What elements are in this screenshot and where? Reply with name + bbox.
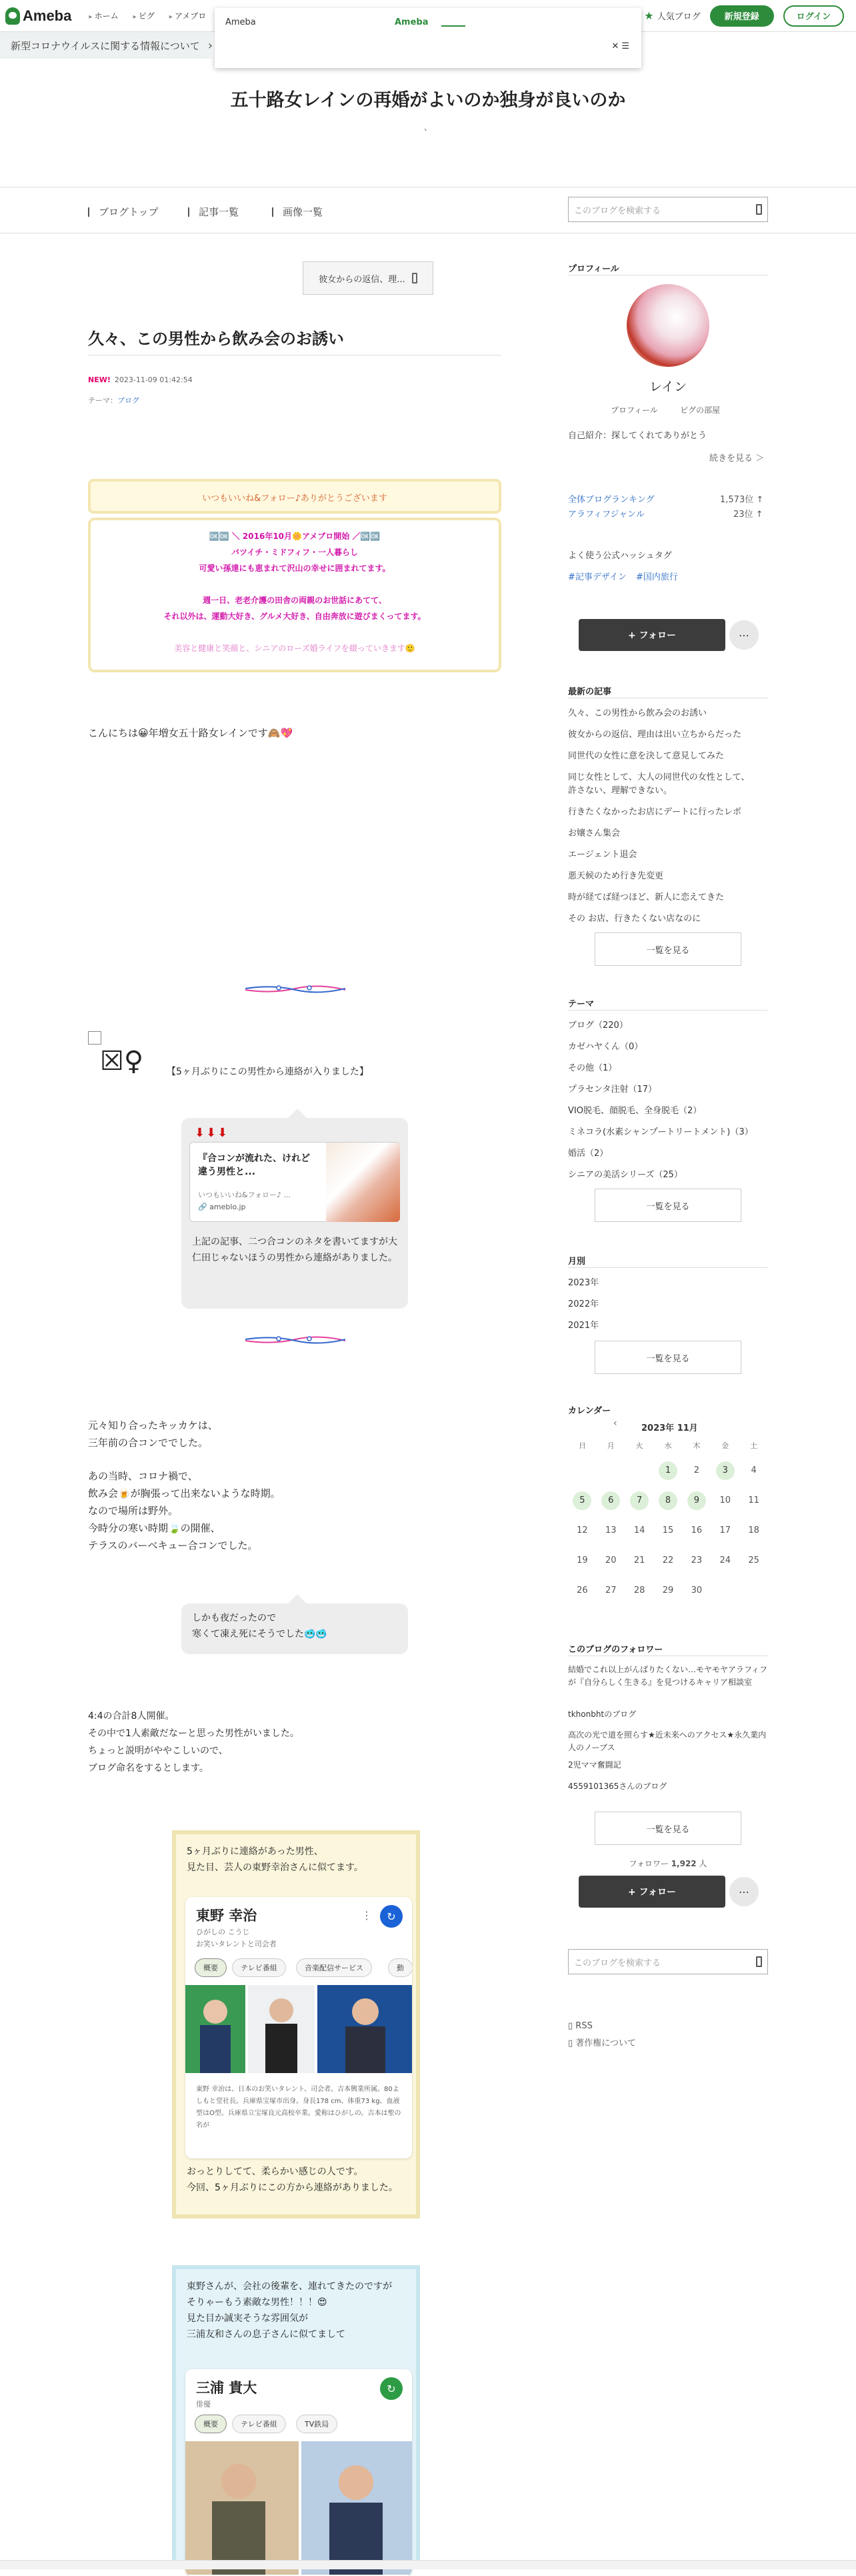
notice-text: 【5ヶ月ぶりにこの男性から連絡が入りました】 bbox=[167, 1067, 369, 1077]
ranking-overall-link[interactable]: 全体ブログランキング bbox=[568, 495, 655, 505]
calendar-day[interactable] bbox=[654, 1491, 683, 1510]
calendar-day: 21 bbox=[633, 1555, 645, 1565]
recent-entry-link[interactable]: 久々、この男性から飲み会のお誘い bbox=[568, 708, 707, 718]
knowledge-panel bbox=[185, 1897, 412, 2158]
follower-link[interactable]: 結婚でこれ以上がんばりたくない…モヤモヤアラフィフが『自分らしく生きる』を見つけるキャリア相談室 bbox=[568, 1665, 768, 1687]
ad-popup-underline bbox=[441, 25, 465, 27]
kp-photos bbox=[185, 2441, 412, 2575]
kp-chip[interactable]: 動 bbox=[388, 1958, 412, 1977]
card-intro: 東野さんが、会社の後輩を、連れてきたのですが そりゃーもう素敵な男性！！！😍 見た目か誠実そうな雰囲気が 三浦友和さんの息子さんに似てまして bbox=[187, 2281, 392, 2340]
calendar-day: 16 bbox=[691, 1525, 703, 1535]
rss-icon: ▯ bbox=[568, 2021, 573, 2031]
calendar-day: 28 bbox=[633, 1585, 645, 1595]
theme-link[interactable]: VIO脱毛、顔脱毛、全身脱毛（2） bbox=[568, 1106, 702, 1116]
kp-name: 三浦 貴大 bbox=[196, 2380, 257, 2396]
calendar-weekday: 月 bbox=[607, 1441, 615, 1450]
ranking-genre-value: 23位 ↑ bbox=[733, 510, 763, 520]
calendar-weekday: 金 bbox=[721, 1441, 729, 1450]
sidebar-search-input[interactable]: このブログを検索する bbox=[568, 1949, 768, 1974]
kp-chip[interactable]: TV鉄局 bbox=[296, 2415, 337, 2433]
theme-see-all-button[interactable]: 一覧を見る bbox=[595, 1189, 741, 1222]
article-title-rule bbox=[88, 355, 501, 356]
blog-link-card[interactable] bbox=[189, 1142, 400, 1222]
calendar-day: 11 bbox=[748, 1495, 759, 1505]
image-list-icon bbox=[272, 207, 277, 217]
more-options-button[interactable]: ⋯ bbox=[729, 620, 759, 650]
global-nav-home[interactable]: ▸ ホーム bbox=[89, 10, 118, 21]
global-nav-ameblo[interactable]: ▸ アメブロ bbox=[169, 10, 206, 21]
kp-name: 東野 幸治 bbox=[196, 1908, 257, 1924]
profile-name[interactable]: レイン bbox=[649, 380, 687, 394]
link-card-title: 『合コンが流れた、けれど違う男性と... bbox=[198, 1153, 310, 1177]
link-card-thumbnail bbox=[326, 1143, 400, 1222]
theme-link[interactable]: その他（1） bbox=[568, 1063, 617, 1073]
month-see-all-button[interactable]: 一覧を見る bbox=[595, 1341, 741, 1374]
blog-nav-top[interactable]: ブログトップ bbox=[88, 205, 159, 219]
ranking-genre-link[interactable]: アラフィフジャンル bbox=[568, 510, 645, 520]
popular-blog-link[interactable]: ★ 人気ブログ bbox=[644, 9, 701, 22]
kp-role: 俳優 bbox=[196, 2400, 211, 2409]
calendar-day: 24 bbox=[719, 1555, 731, 1565]
profile-line: 可愛い孫達にも恵まれて沢山の幸せに囲まれてます。 bbox=[199, 564, 391, 573]
blog-title[interactable]: 五十路女レインの再婚がよいのか独身が良いのか bbox=[230, 90, 626, 111]
kp-ruby: ひがしの こうじ bbox=[196, 1928, 250, 1936]
calendar-heading: カレンダー bbox=[568, 1406, 611, 1416]
calendar-day: 2 bbox=[693, 1465, 699, 1475]
calendar-day: 18 bbox=[748, 1525, 759, 1535]
follower-link[interactable]: tkhonbhtのブログ bbox=[568, 1710, 637, 1719]
blog-top-icon bbox=[88, 207, 93, 217]
profile-intro-box bbox=[88, 518, 501, 672]
thanks-banner: いつもいいね&フォロー♪ありがとうございます bbox=[88, 479, 501, 514]
login-button[interactable]: ログイン bbox=[783, 5, 844, 27]
theme-link[interactable]: 婚活（2） bbox=[568, 1149, 609, 1159]
calendar-body bbox=[568, 1455, 768, 1605]
calendar-weekday: 木 bbox=[693, 1441, 701, 1450]
bubble-text: しかも夜だったので 寒くて凍え死にそうでした🥶🥶 bbox=[192, 1613, 327, 1640]
new-badge: NEW! bbox=[88, 376, 111, 384]
card-outro: おっとりしてて、柔らかい感じの人です。 今回、5ヶ月ぶりにこの方から連絡がありました。 bbox=[187, 2166, 398, 2193]
calendar-week bbox=[568, 1575, 768, 1605]
calendar-day[interactable] bbox=[711, 1461, 739, 1480]
theme-link[interactable]: シニアの美活シリーズ（25） bbox=[568, 1170, 683, 1180]
month-link[interactable]: 2021年 bbox=[568, 1321, 599, 1331]
month-heading: 月別 bbox=[568, 1257, 586, 1267]
blog-search-input[interactable]: このブログを検索する bbox=[568, 197, 768, 222]
article-paragraph: あの当時、コロナ禍で、 飲み会🍺が胸張って出来ないような時期。 なので場所は野外。 今時分の寒い時期🍃の開催、 テラスのバーベキュー合コンでした。 bbox=[88, 1470, 281, 1551]
article-paragraph: 元々知り合ったキッカケは、 三年前の合コンででした。 bbox=[88, 1419, 218, 1449]
rss-link[interactable]: ▯ RSS bbox=[568, 2021, 593, 2031]
chevron-right-icon: › bbox=[207, 38, 213, 53]
article-title[interactable]: 久々、この男性から飲み会のお誘い bbox=[88, 330, 344, 348]
calendar-day: 29 bbox=[662, 1585, 674, 1595]
recent-entry-link[interactable]: 彼女からの返信、理由は出い立ちからだった bbox=[568, 730, 742, 740]
broken-image-icon bbox=[88, 1031, 101, 1045]
bubble-text: 上記の記事、二つ合コンのネタを書いてますが大仁田じゃないほうの男性から連絡がありました。 bbox=[192, 1237, 397, 1263]
profile-intro: 自己紹介：探してくれてありがとう bbox=[568, 431, 707, 441]
calendar-day: 25 bbox=[748, 1555, 759, 1565]
calendar-day: 10 bbox=[719, 1495, 731, 1505]
link-card-domain: 🔗 ameblo.jp bbox=[198, 1203, 246, 1211]
calendar-day: 17 bbox=[719, 1525, 731, 1535]
profile-line: 🆗🆗 ＼ 2016年10月🌼アメブロ開始 ／🆗🆗 bbox=[209, 532, 381, 541]
calendar-day-posted[interactable]: 5 bbox=[573, 1491, 591, 1510]
recent-entry-link[interactable]: 行きたくなかったお店にデートに行ったレポ bbox=[568, 807, 742, 817]
follower-link[interactable]: 4559101365さんのブログ bbox=[568, 1782, 667, 1791]
recent-see-all-button[interactable]: 一覧を見る bbox=[595, 932, 741, 966]
calendar-weekday: 火 bbox=[635, 1441, 643, 1450]
calendar-day[interactable] bbox=[682, 1491, 711, 1510]
month-link[interactable]: 2023年 bbox=[568, 1278, 599, 1288]
follow-button-bottom[interactable]: + フォロー bbox=[579, 1876, 725, 1908]
theme-link[interactable]: プラセンタ注射（17） bbox=[568, 1085, 657, 1095]
share-icon[interactable]: ↻ bbox=[380, 1905, 403, 1928]
blog-nav-images[interactable]: 画像一覧 bbox=[272, 205, 323, 219]
global-nav bbox=[89, 10, 206, 21]
pigg-room-link[interactable]: ピグの部屋 bbox=[680, 406, 721, 415]
follower-link[interactable]: 高次の光で道を照らす★近未来へのアクセス★永久業内人のノーブス bbox=[568, 1730, 767, 1752]
profile-more-link[interactable]: 続きを見る ＞ bbox=[709, 454, 765, 464]
ameba-logo[interactable] bbox=[5, 7, 71, 25]
calendar-day: 19 bbox=[577, 1555, 588, 1565]
calendar-day-posted[interactable]: 6 bbox=[601, 1491, 620, 1510]
kp-chip[interactable]: 概要 bbox=[195, 2415, 227, 2433]
blog-nav bbox=[0, 187, 856, 233]
calendar-day[interactable] bbox=[597, 1491, 625, 1510]
calendar-week bbox=[568, 1455, 768, 1485]
kp-chip[interactable]: 音楽配信サービス bbox=[296, 1958, 372, 1977]
ameba-logo-text: Ameba bbox=[23, 7, 72, 24]
calendar-day: 22 bbox=[662, 1555, 674, 1565]
star-icon: ★ bbox=[644, 9, 654, 22]
calendar-day: 23 bbox=[691, 1555, 703, 1565]
hashtag-heading: よく使う公式ハッシュタグ bbox=[568, 551, 672, 561]
blog-subtitle: 、 bbox=[423, 123, 432, 132]
recent-entry-link[interactable]: 同世代の女性に意を決して意見してみた bbox=[568, 751, 725, 761]
ad-popup-close-button[interactable]: ✕ ☰ bbox=[611, 41, 629, 51]
kp-chip[interactable]: 概要 bbox=[195, 1958, 227, 1977]
calendar-day-posted[interactable]: 7 bbox=[630, 1491, 649, 1510]
ameba-logo-icon bbox=[5, 7, 20, 25]
calendar-day[interactable] bbox=[654, 1461, 683, 1480]
calendar-day-posted[interactable]: 1 bbox=[659, 1461, 677, 1480]
theme-heading: テーマ bbox=[568, 999, 595, 1009]
calendar-weekday: 水 bbox=[664, 1441, 672, 1450]
footer-bar bbox=[0, 2560, 856, 2569]
recent-entry-link[interactable]: エージェント退会 bbox=[568, 850, 637, 860]
profile-line: バツイチ・ミドフィフ・一人暮らし bbox=[231, 548, 359, 557]
quote-card-blue bbox=[172, 2265, 420, 2569]
calendar-day: 15 bbox=[662, 1525, 674, 1535]
arrow-icon bbox=[412, 273, 417, 283]
more-options-icon[interactable]: ⋮ bbox=[361, 1909, 372, 1922]
signup-button[interactable]: 新規登録 bbox=[710, 5, 774, 27]
followers-see-all-button[interactable]: 一覧を見る bbox=[595, 1812, 741, 1845]
ad-popup-left-text: Ameba bbox=[225, 17, 256, 27]
search-icon[interactable] bbox=[756, 204, 762, 215]
profile-link[interactable]: プロフィール bbox=[611, 406, 658, 415]
calendar-day: 27 bbox=[605, 1585, 617, 1595]
copyright-link[interactable]: ▯ 著作権について bbox=[568, 2038, 637, 2048]
calendar-day-posted[interactable]: 3 bbox=[716, 1461, 735, 1480]
article-paragraph: 4:4の合計8人開催。 その中で1人素敵だなーと思った男性がいました。 ちょっと説明がややこしいので、 ブログ命名をするとします。 bbox=[88, 1711, 299, 1774]
card-intro: 5ヶ月ぶりに連絡があった男性、 見た目、芸人の東野幸治さんに似てます。 bbox=[187, 1846, 363, 1873]
recent-entry-link[interactable]: 許さない、理解できない。 bbox=[568, 786, 673, 796]
follower-count: フォロワー 1,922 人 bbox=[629, 1859, 707, 1868]
calendar-day: 13 bbox=[605, 1525, 617, 1535]
theme-link[interactable]: ブログ（220） bbox=[568, 1021, 628, 1031]
calendar-day-posted[interactable]: 8 bbox=[659, 1491, 677, 1510]
ad-popup-right-text[interactable]: Ameba bbox=[395, 17, 429, 27]
article-date: NEW! 2023-11-09 01:42:54 bbox=[88, 376, 193, 384]
recent-entry-link[interactable]: その お店、行きたくない店なのに bbox=[568, 914, 701, 924]
recent-entry-link[interactable]: 時が経てば経つほど、新人に恋えてきた bbox=[568, 892, 725, 902]
covid-info-banner[interactable] bbox=[0, 32, 213, 59]
follower-link[interactable]: 2児ママ奮闘記 bbox=[568, 1760, 621, 1770]
hashtag-link[interactable]: #記事デザイン bbox=[568, 572, 627, 582]
article-theme: テーマ：ブログ bbox=[88, 396, 139, 405]
calendar-week bbox=[568, 1515, 768, 1545]
search-icon[interactable] bbox=[756, 1956, 762, 1967]
avatar[interactable] bbox=[627, 284, 709, 367]
document-icon: ▯ bbox=[568, 2038, 573, 2048]
calendar-day: 26 bbox=[577, 1585, 588, 1595]
article-theme-link[interactable]: ブログ bbox=[117, 396, 139, 405]
kp-chip[interactable]: テレビ番組 bbox=[232, 1958, 286, 1977]
theme-link[interactable]: ミネコラ(水素シャンプートリートメント)（3） bbox=[568, 1127, 753, 1137]
recent-heading: 最新の記事 bbox=[568, 687, 612, 697]
greeting-text: こんにちは😀年増女五十路女レインです🙈💖 bbox=[88, 727, 293, 739]
calendar-day: 14 bbox=[633, 1525, 645, 1535]
kp-chip[interactable]: テレビ番組 bbox=[232, 2415, 286, 2433]
sidebar-profile-heading: プロフィール bbox=[568, 264, 619, 274]
calendar-day: 4 bbox=[751, 1465, 757, 1475]
calendar-month: 2023年 11月 bbox=[641, 1423, 698, 1433]
share-icon[interactable]: ↻ bbox=[380, 2377, 403, 2400]
calendar-week bbox=[568, 1545, 768, 1575]
calendar-day[interactable] bbox=[625, 1491, 654, 1510]
calendar-grid bbox=[568, 1435, 768, 1605]
sidebar-rule bbox=[568, 1010, 768, 1011]
decorative-divider bbox=[245, 1333, 345, 1346]
ad-popup bbox=[215, 8, 641, 68]
sidebar-rule bbox=[568, 1267, 768, 1268]
calendar-week bbox=[568, 1485, 768, 1515]
kp-description: 東野 幸治は、日本のお笑いタレント、司会者。吉本興業所属。80よしもと堂社長。兵庫県宝塚市出身。身長178 cm、体重73 kg、血液型はO型。兵庫県立宝塚良元高校卒業。愛称はひがしの。吉本は聖の名が bbox=[196, 2086, 401, 2129]
recent-entry-link[interactable]: お嬢さん集会 bbox=[568, 828, 621, 838]
recent-entry-link[interactable]: 悪天候のため行き先変更 bbox=[568, 871, 664, 881]
calendar-day[interactable] bbox=[568, 1491, 597, 1510]
follow-button[interactable]: + フォロー bbox=[579, 619, 725, 651]
link-card-site: いつもいいね&フォロー♪ ... bbox=[198, 1191, 291, 1199]
profile-line: それ以外は、運動大好き、グルメ大好き、自由奔放に遊びまくってます。 bbox=[163, 612, 426, 621]
theme-link[interactable]: カゼハヤくん（0） bbox=[568, 1042, 643, 1052]
calendar-weekday: 土 bbox=[750, 1441, 758, 1450]
ranking-overall-value: 1,573位 ↑ bbox=[720, 495, 764, 505]
profile-line: 美容と健康と笑顔と、シニアのローズ婚ライフを綴っていきます🙂 bbox=[174, 644, 415, 653]
decorative-divider bbox=[245, 982, 345, 995]
knowledge-panel bbox=[185, 2369, 412, 2576]
calendar-day-posted[interactable]: 9 bbox=[687, 1491, 706, 1510]
down-arrows: ⬇⬇⬇ bbox=[195, 1126, 229, 1140]
blog-nav-entries[interactable]: 記事一覧 bbox=[188, 205, 239, 219]
calendar-day: 12 bbox=[577, 1525, 588, 1535]
recent-entry-link[interactable]: 同じ女性として、大人の同世代の女性として、 bbox=[568, 772, 750, 782]
kp-photos bbox=[185, 1985, 412, 2073]
prev-entry-button[interactable]: 彼女からの返信、理... bbox=[303, 261, 433, 295]
global-nav-pigg[interactable]: ▸ ピグ bbox=[133, 10, 155, 21]
followers-heading: このブログのフォロワー bbox=[568, 1645, 663, 1655]
covid-info-text: 新型コロナウイルスに関する情報について bbox=[11, 39, 200, 52]
calendar-prev-button[interactable]: ‹ bbox=[613, 1418, 617, 1429]
calendar-weekday: 日 bbox=[578, 1441, 586, 1450]
section-symbol: ☒♀ bbox=[100, 1046, 144, 1077]
more-options-button-bottom[interactable]: ⋯ bbox=[729, 1877, 759, 1906]
calendar-day: 30 bbox=[691, 1585, 703, 1595]
entry-list-icon bbox=[188, 207, 193, 217]
calendar-day: 20 bbox=[605, 1555, 617, 1565]
hashtag-link[interactable]: #国内旅行 bbox=[636, 572, 678, 582]
quote-card-yellow bbox=[172, 1830, 420, 2218]
month-link[interactable]: 2022年 bbox=[568, 1299, 599, 1309]
kp-role: お笑いタレントと司会者 bbox=[196, 1940, 277, 1948]
profile-line: 週一日、老老介護の田舎の両親のお世話にあてて、 bbox=[203, 596, 387, 605]
